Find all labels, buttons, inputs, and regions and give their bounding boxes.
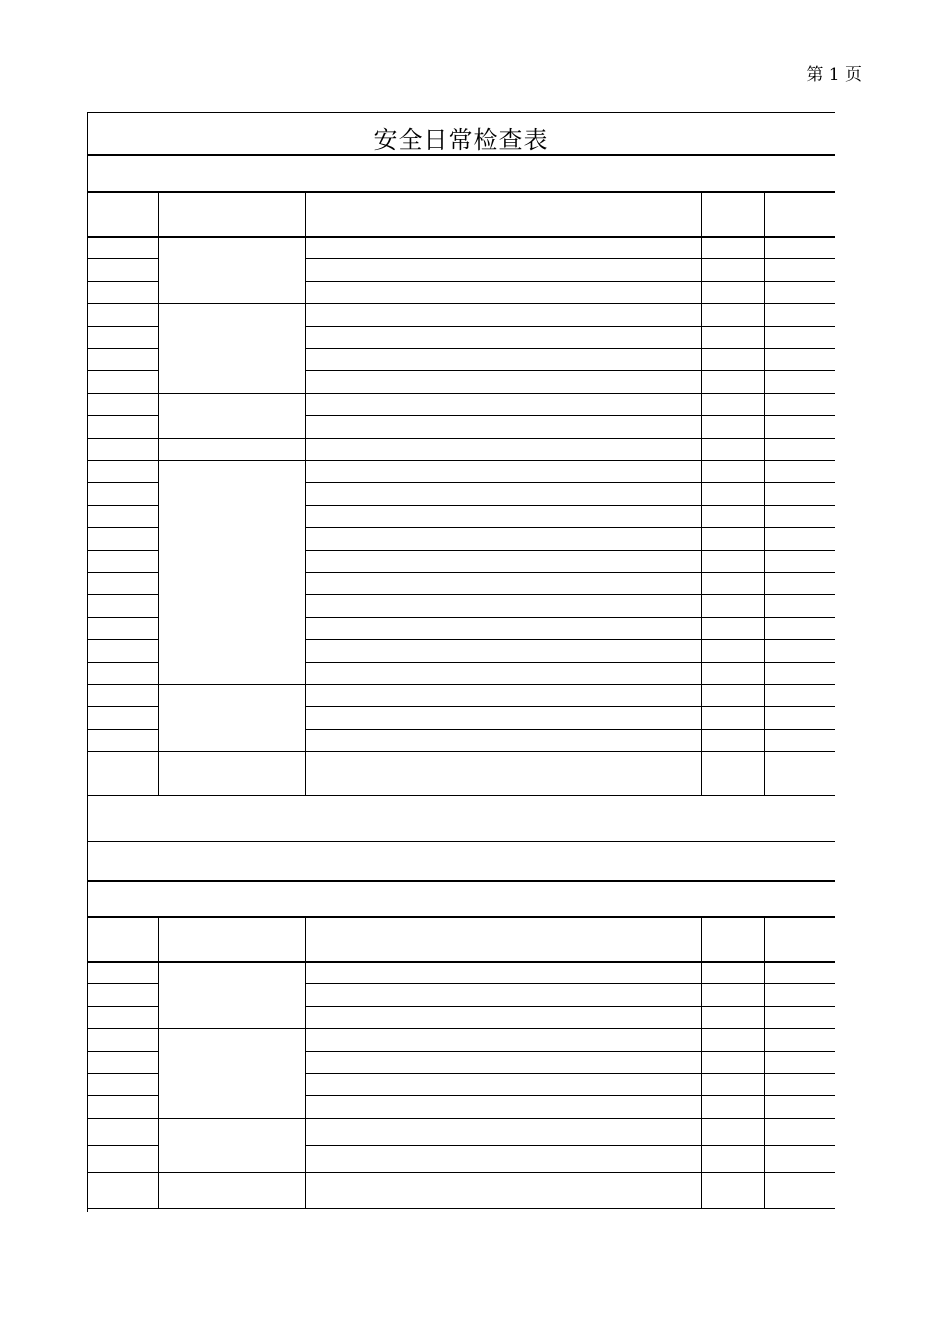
row-divider <box>87 460 835 461</box>
column-divider <box>158 916 159 1208</box>
row-divider <box>87 1172 835 1173</box>
row-divider <box>305 281 835 282</box>
row-divider <box>87 1028 835 1029</box>
row-divider <box>305 1006 835 1007</box>
row-divider <box>87 880 835 882</box>
page-number: 第 1 页 <box>806 65 862 85</box>
row-divider <box>87 154 835 156</box>
column-divider <box>701 916 702 1208</box>
row-divider <box>305 348 835 349</box>
row-divider <box>305 1073 835 1074</box>
row-divider <box>305 527 835 528</box>
row-divider <box>87 983 158 984</box>
row-divider <box>305 1051 835 1052</box>
row-divider <box>87 916 835 918</box>
row-divider <box>87 1073 158 1074</box>
row-divider <box>305 706 835 707</box>
row-divider <box>87 191 835 193</box>
row-divider <box>87 1051 158 1052</box>
row-divider <box>87 1118 835 1119</box>
row-divider <box>87 639 158 640</box>
row-divider <box>87 1095 158 1096</box>
row-divider <box>87 326 158 327</box>
row-divider <box>87 281 158 282</box>
column-divider <box>305 916 306 1208</box>
row-divider <box>305 326 835 327</box>
column-divider <box>764 191 765 795</box>
row-divider <box>87 961 835 963</box>
row-divider <box>87 751 835 752</box>
row-divider <box>87 303 835 304</box>
row-divider <box>87 550 158 551</box>
row-divider <box>305 505 835 506</box>
row-divider <box>305 370 835 371</box>
row-divider <box>87 112 835 113</box>
inspection-sheet <box>87 112 835 1212</box>
row-divider <box>305 550 835 551</box>
column-divider <box>305 191 306 795</box>
row-divider <box>305 983 835 984</box>
row-divider <box>87 706 158 707</box>
row-divider <box>305 415 835 416</box>
row-divider <box>87 1006 158 1007</box>
row-divider <box>305 662 835 663</box>
row-divider <box>87 1208 835 1209</box>
row-divider <box>87 662 158 663</box>
row-divider <box>87 594 158 595</box>
row-divider <box>87 348 158 349</box>
row-divider <box>87 438 835 439</box>
row-divider <box>87 795 835 796</box>
column-divider <box>158 191 159 795</box>
row-divider <box>87 684 835 685</box>
row-divider <box>87 258 158 259</box>
row-divider <box>87 393 835 394</box>
row-divider <box>305 617 835 618</box>
column-divider <box>764 916 765 1208</box>
row-divider <box>87 505 158 506</box>
row-divider <box>87 729 158 730</box>
row-divider <box>87 841 835 842</box>
row-divider <box>87 572 158 573</box>
row-divider <box>305 594 835 595</box>
sheet-title: 安全日常检查表 <box>373 126 549 154</box>
row-divider <box>305 1095 835 1096</box>
row-divider <box>305 572 835 573</box>
row-divider <box>87 617 158 618</box>
row-divider <box>305 1145 835 1146</box>
row-divider <box>87 527 158 528</box>
column-divider <box>701 191 702 795</box>
row-divider <box>305 258 835 259</box>
row-divider <box>305 482 835 483</box>
row-divider <box>305 639 835 640</box>
row-divider <box>87 370 158 371</box>
row-divider <box>87 482 158 483</box>
row-divider <box>87 415 158 416</box>
row-divider <box>305 729 835 730</box>
row-divider <box>87 236 835 238</box>
row-divider <box>87 1145 158 1146</box>
